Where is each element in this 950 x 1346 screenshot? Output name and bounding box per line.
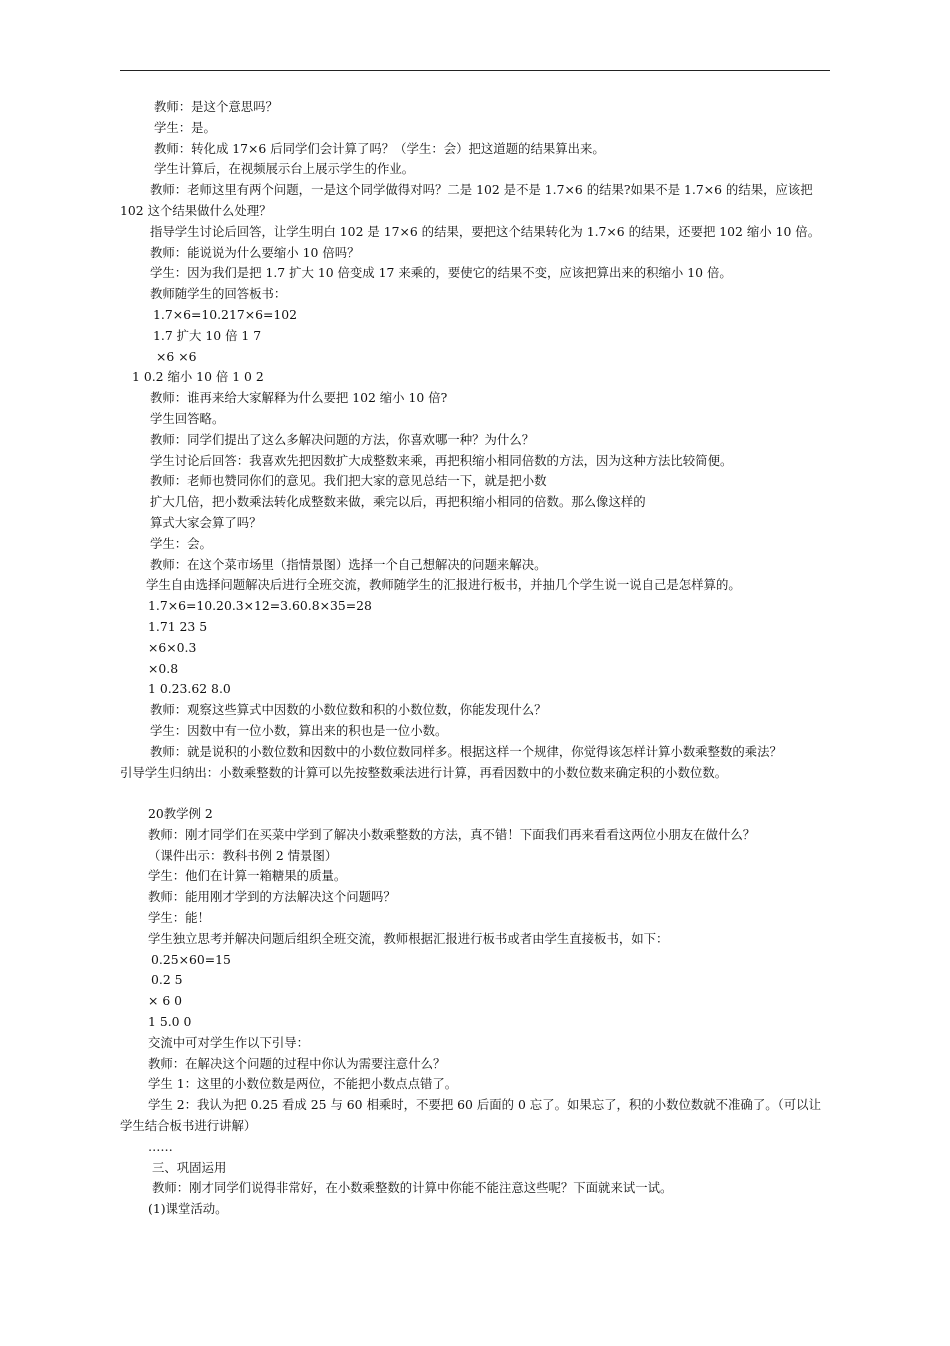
text-line: 教师：老师也赞同你们的意见。我们把大家的意见总结一下，就是把小数 [150,473,547,489]
text-line: 1 5.0 0 [148,1014,192,1030]
text-line: 学生：因为我们是把 1.7 扩大 10 倍变成 17 来乘的，要使它的结果不变，应该把算出来的积缩小 10 倍。 [150,265,732,281]
text-line: ×6×0.3 [148,639,197,655]
text-line: 指导学生讨论后回答，让学生明白 102 是 17×6 的结果，要把这个结果转化为 1.7×6 的结果，还要把 102 缩小 10 倍。 [150,223,821,239]
text-line: 教师：转化成 17×6 后同学们会计算了吗？（学生：会）把这道题的结果算出来。 [154,140,605,156]
text-line: 交流中可对学生作以下引导： [148,1034,310,1050]
text-line: 学生：他们在计算一箱糖果的质量。 [148,868,347,884]
text-line: ×6 ×6 [156,348,197,364]
text-line: 1.7×6=10.20.3×12=3.60.8×35=28 [148,598,372,614]
text-line: 教师：能用刚才学到的方法解决这个问题吗？ [148,889,396,905]
blank-line [120,783,832,804]
text-line: 教师：能说说为什么要缩小 10 倍吗？ [150,244,360,260]
header-rule [120,70,830,71]
text-line: 教师：老师这里有两个问题，一是这个同学做得对吗？二是 102 是不是 1.7×6 的结果?如果不是 1.7×6 的结果，应该把 102 这个结果做什么处理？ [120,182,813,218]
text-line: 扩大几倍，把小数乘法转化成整数来做，乘完以后，再把积缩小相同的倍数。那么像这样的 [150,494,646,510]
text-line: 学生：因数中有一位小数，算出来的积也是一位小数。 [150,722,448,738]
text-line: 学生回答略。 [150,410,225,426]
text-line: …… [148,1138,173,1154]
text-line: 1 0.23.62 8.0 [148,681,231,697]
text-line: 1.7 扩大 10 倍 1 7 [153,327,262,343]
text-line: 教师：在这个菜市场里（指情景图）选择一个自己想解决的问题来解决。 [150,556,547,572]
text-line: 学生：会。 [150,535,212,551]
text-line: (1)课堂活动。 [148,1201,228,1217]
text-line: 学生 1：这里的小数位数是两位，不能把小数点点错了。 [148,1076,458,1092]
text-line: 学生自由选择问题解决后进行全班交流，教师随学生的汇报进行板书，并抽几个学生说一说自己是怎样算的。 [146,577,741,593]
document-body [120,97,832,1220]
text-line: （课件出示：教科书例 2 情景图） [148,847,338,863]
text-line: 学生：是。 [154,119,216,135]
text-line: 算式大家会算了吗？ [150,514,262,530]
text-line: 学生：能！ [148,910,210,926]
text-line: 三、巩固运用 [152,1159,227,1175]
text-line: 学生计算后，在视频展示台上展示学生的作业。 [154,161,415,177]
text-line: 教师随学生的回答板书： [150,286,287,302]
text-line: 教师：同学们提出了这么多解决问题的方法，你喜欢哪一种？为什么？ [150,431,535,447]
text-line: 教师：刚才同学们说得非常好，在小数乘整数的计算中你能不能注意这些呢？下面就来试一试。 [152,1180,673,1196]
text-line: 1 0.2 缩小 10 倍 1 0 2 [132,369,264,385]
text-line: 教师：刚才同学们在买菜中学到了解决小数乘整数的方法，真不错！下面我们再来看看这两位小朋友在做什么？ [148,826,756,842]
text-line: 20教学例 2 [148,806,213,822]
text-line: 学生讨论后回答：我喜欢先把因数扩大成整数来乘，再把积缩小相同倍数的方法，因为这种方法比较简便。 [150,452,733,468]
text-line: 1.7×6=10.217×6=102 [153,306,298,322]
text-line: ×0.8 [148,660,179,676]
text-line: 教师：在解决这个问题的过程中你认为需要注意什么？ [148,1055,446,1071]
text-line: 1.71 23 5 [148,618,208,634]
text-line: × 6 0 [148,993,183,1009]
text-line: 学生独立思考并解决问题后组织全班交流，教师根据汇报进行板书或者由学生直接板书，如下： [148,930,669,946]
text-line: 引导学生归纳出：小数乘整数的计算可以先按整数乘法进行计算，再看因数中的小数位数来确定积的小数位数。 [120,764,728,780]
text-line: 教师：就是说积的小数位数和因数中的小数位数同样多。根据这样一个规律，你觉得该怎样计算小数乘整数的乘法？ [150,743,782,759]
text-line: 教师：观察这些算式中因数的小数位数和积的小数位数，你能发现什么？ [150,702,547,718]
text-line: 教师：谁再来给大家解释为什么要把 102 缩小 10 倍? [150,390,448,406]
text-line: 教师：是这个意思吗？ [154,99,278,114]
text-line: 0.2 5 [151,972,183,988]
text-line: 0.25×60=15 [151,951,231,967]
text-line: 学生 2：我认为把 0.25 看成 25 与 60 相乘时，不要把 60 后面的 0 忘了。如果忘了，积的小数位数就不准确了。（可以让学生结合板书进行讲解） [120,1097,821,1134]
